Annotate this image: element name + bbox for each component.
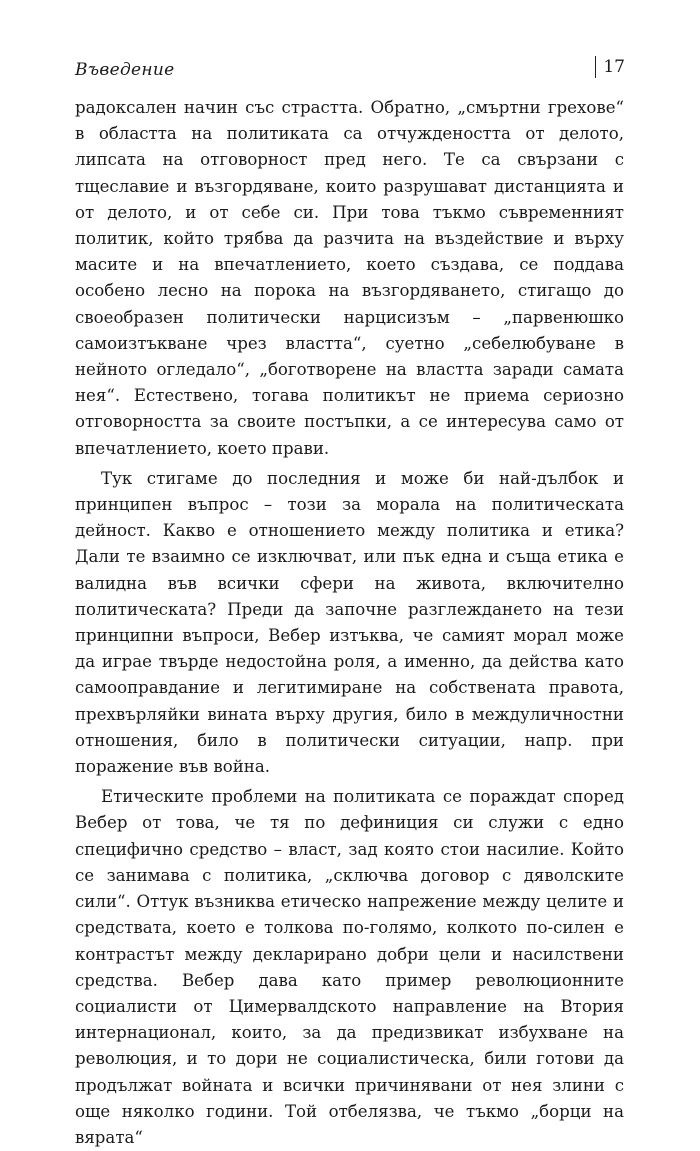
body-text: [75, 95, 624, 1151]
paragraph-2: Тук стигаме до последния и може би най-дълбок и принципен въпрос – този за морала на политическата дейност. Какво е отношението между политика и етика? Дали те взаимно се изключват, или пък една и съща етика е валидна във всички сфери на живота, включително политическата? Преди да започне разглеждането на тези принципни въпроси, Вебер изтъква, че самият морал може да играе твърде недостойна роля, а именно, да действа като самооправдание и легитимиране на собствената правота, прехвърляйки вината върху другия, било в междуличностни отношения, било в политически ситуации, напр. при поражение във война.: [75, 468, 624, 777]
paragraph-1: радоксален начин със страстта. Обратно, „смъртни грехове“ в областта на политиката са отчуждеността от делото, липсата на отговорност пред него. Те са свързани с тщеславие и възгордяване, които разрушават дистанцията и от делото, и от себе си. При това тъкмо съвременният политик, който трябва да разчита на въздействие и върху масите и на впечатлението, което създава, се поддава особено лесно на порока на възгордяването, стигащо до своеобразен политически нарцисизъм – „парвенюшко самоизтъкване чрез властта“, суетно „себелюбуване в нейното огледало“, „боготворене на властта заради самата нея“. Естествено, тогава политикът не приема сериозно отговорността за своите постъпки, а се интересува само от впечатлението, което прави.: [75, 98, 624, 458]
paragraph-3: Етическите проблеми на политиката се пораждат според Вебер от това, че тя по дефиниция си служи с едно специфично средство – власт, зад която стои насилие. Който се занимава с политика, „сключва договор с дяволските сили“. Оттук възниква етическо напрежение между целите и средствата, което е толкова по-голямо, колкото по-силен е контрастът между декларирано добри цели и насилствени средства. Вебер дава като пример революционните социалисти от Цимервалдското направление на Втория интернационал, които, за да предизвикат избухване на революция, и то дори не социалистическа, били готови да продължат войната и всички причинявани от нея злини с още няколко години. Той отбелязва, че тъкмо „борци на вярата“: [75, 787, 624, 1147]
header-rule: [595, 56, 596, 78]
running-head: [75, 56, 625, 86]
section-title: Въведение: [75, 60, 175, 80]
page-number-block: [595, 56, 625, 78]
page-number: 17: [603, 57, 625, 77]
